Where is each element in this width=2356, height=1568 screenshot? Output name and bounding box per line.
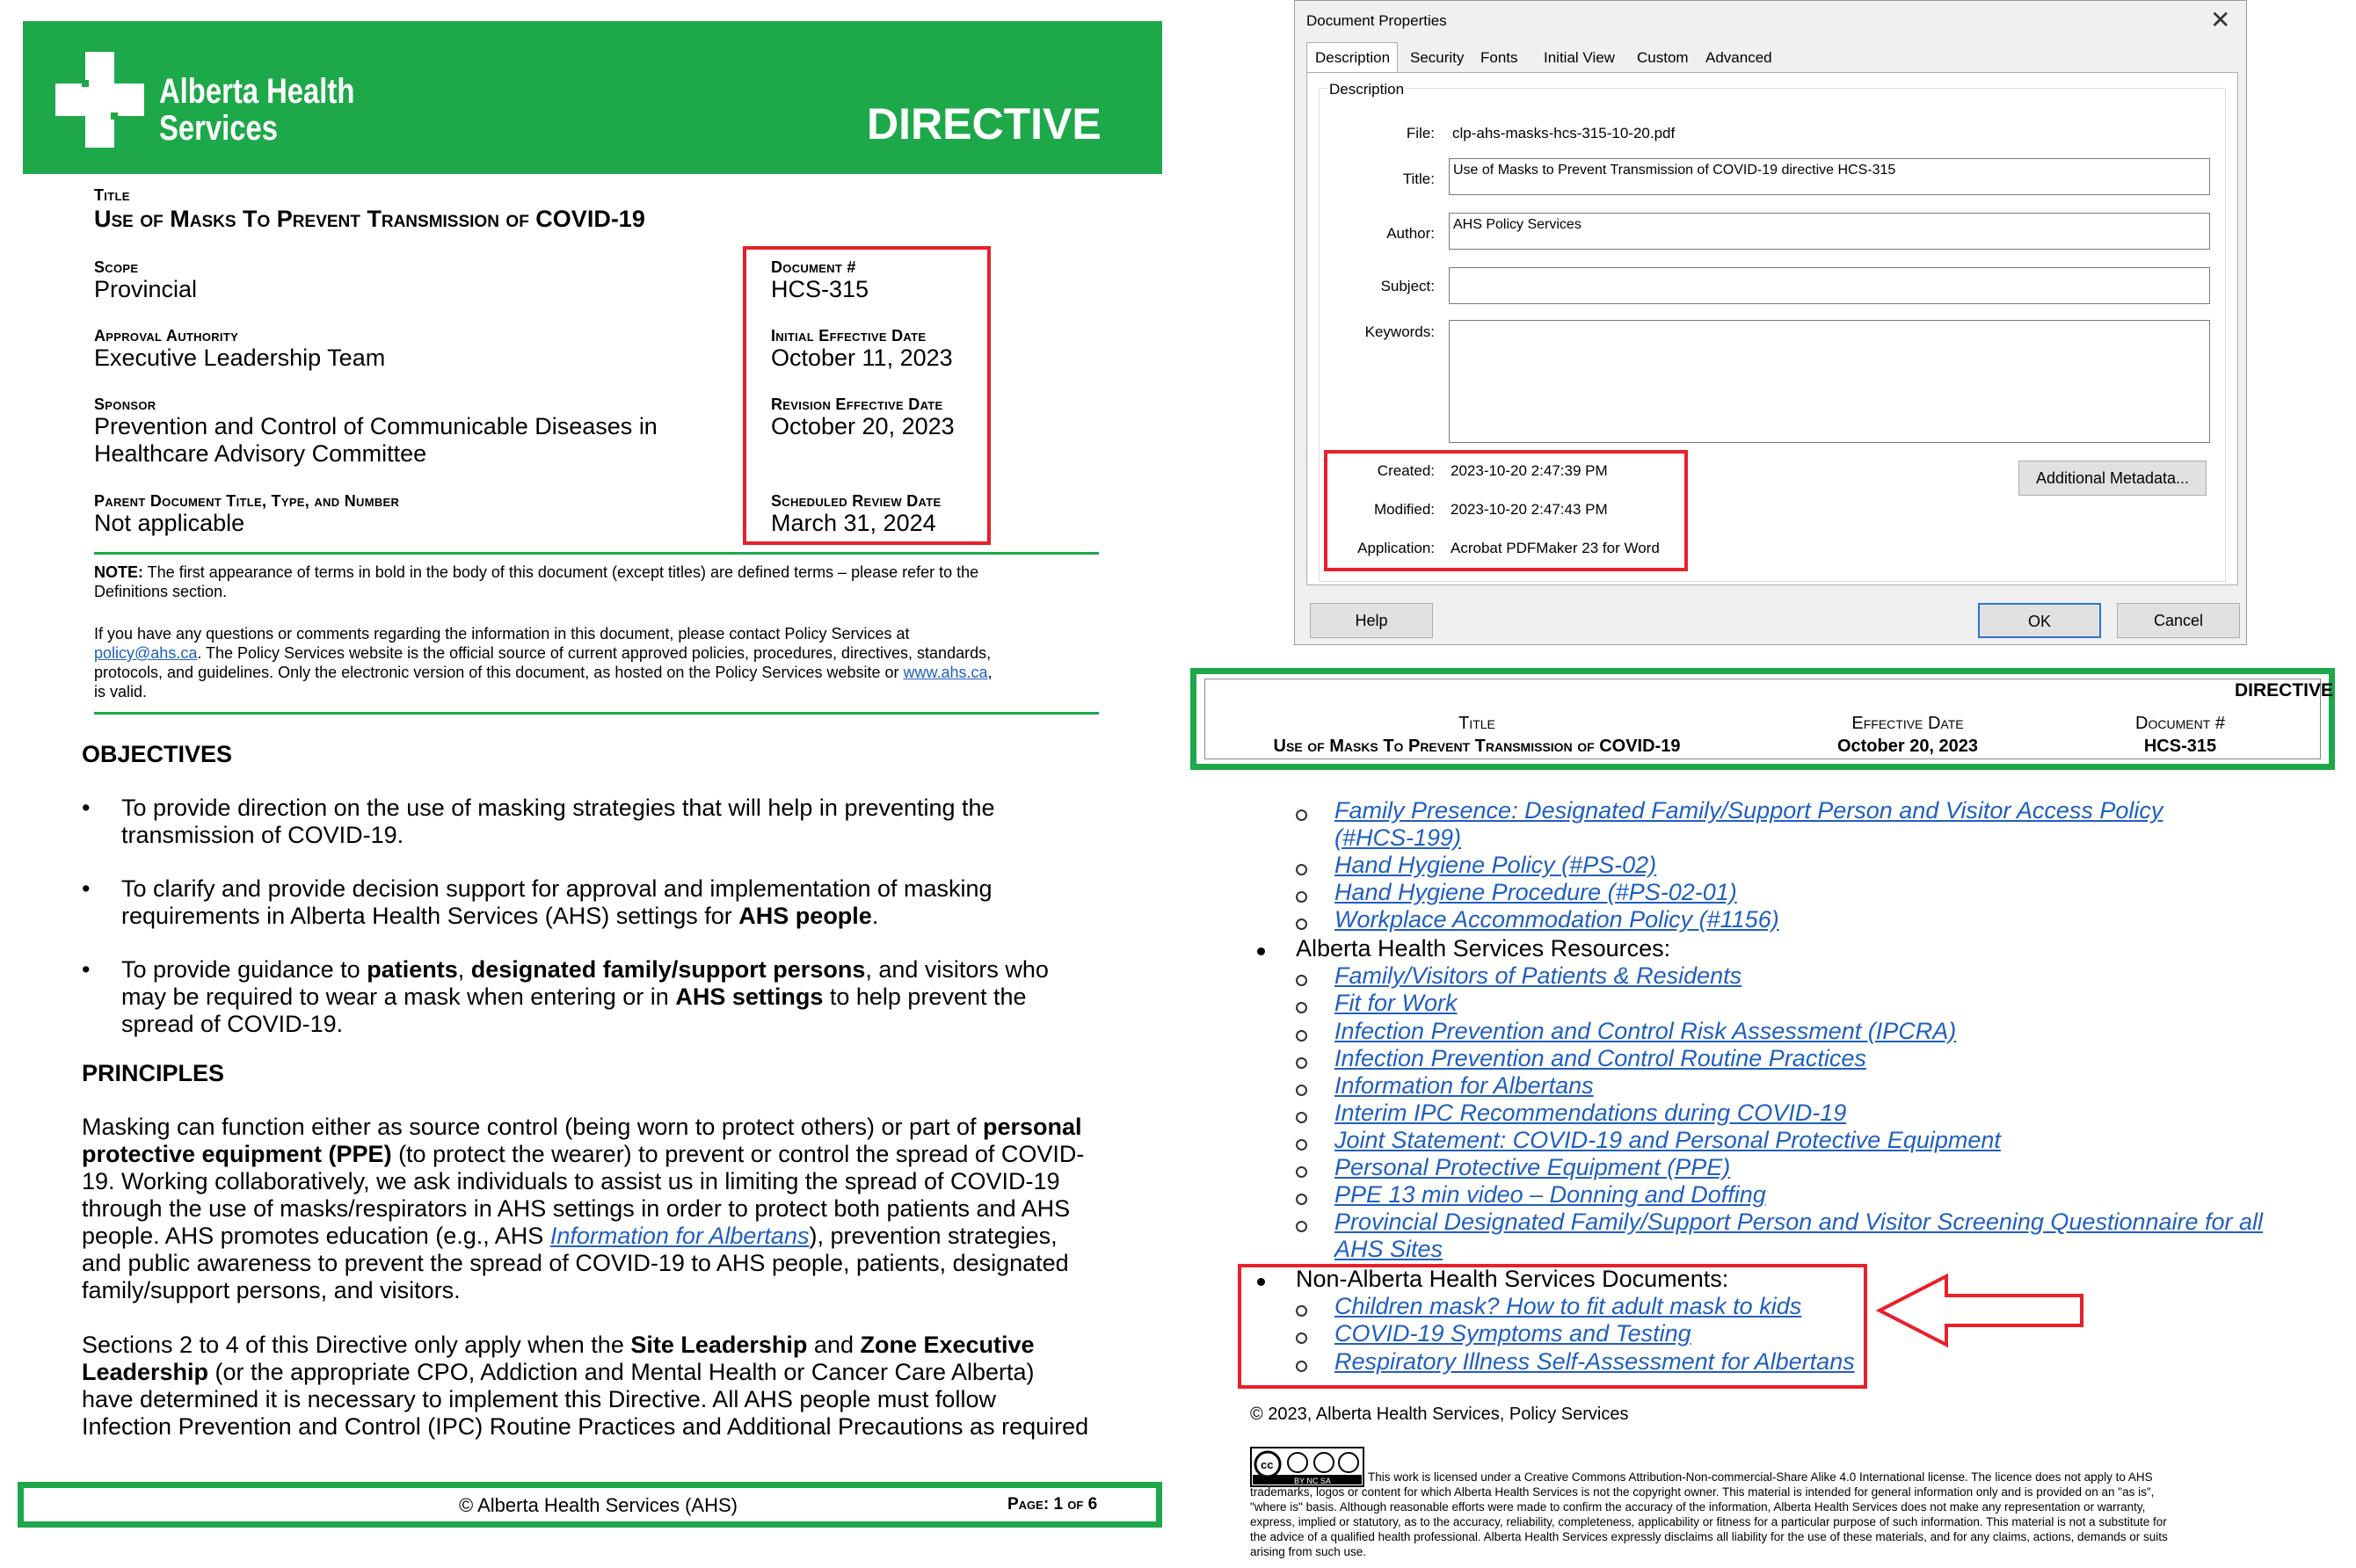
principles-line-3: 19. Working collaboratively, we ask individuals to assist us in limiting the spread of COVID-19 xyxy=(82,1168,1060,1194)
banner-title: DIRECTIVE xyxy=(867,99,1102,149)
objectives-heading: OBJECTIVES xyxy=(82,741,233,767)
sections-line-2: Leadership (or the appropriate CPO, Addiction and Mental Health or Cancer Care Alberta) xyxy=(82,1359,1035,1385)
objective-3-line-1: To provide guidance to patients, designated family/support persons, and visitors who xyxy=(121,956,1049,983)
covid-symptoms-link[interactable]: COVID-19 Symptoms and Testing xyxy=(1334,1320,1691,1347)
help-button[interactable]: Help xyxy=(1310,603,1433,638)
contact-line-2: policy@ahs.ca. The Policy Services website is the official source of current approved policies, procedures, directives, standards, xyxy=(94,644,992,662)
list-item xyxy=(1334,1100,1846,1127)
header-doc-label: Document # xyxy=(2135,714,2225,733)
note-line-1: NOTE: The first appearance of terms in bold in the body of this document (except titles) are defined terms – please refer to the xyxy=(94,563,979,581)
tab-custom[interactable]: Custom xyxy=(1637,49,1689,66)
svg-text:cc: cc xyxy=(1261,1458,1274,1471)
bullet-icon: • xyxy=(82,956,91,983)
list-item xyxy=(1334,906,1779,933)
review-date-value: March 31, 2024 xyxy=(771,510,936,536)
ring-bullet-icon xyxy=(1296,918,1307,930)
bullet-icon: • xyxy=(82,875,91,902)
review-date-label: Scheduled Review Date xyxy=(771,492,942,510)
tab-description[interactable]: Description xyxy=(1315,49,1391,66)
resource-link[interactable]: Joint Statement: COVID-19 and Personal Protective Equipment xyxy=(1334,1127,2001,1153)
title-field-label: Title: xyxy=(1402,171,1435,187)
resource-link[interactable]: AHS Sites xyxy=(1334,1236,1443,1262)
list-item xyxy=(1334,1127,2001,1154)
modified-label: Modified: xyxy=(1374,501,1435,518)
legal-line-3: "where is" basis. Although reasonable efforts were made to confirm the accuracy of the information, Alberta Health Services does not make any representation or warranty, xyxy=(1250,1500,2146,1514)
ahs-logo-icon xyxy=(55,52,144,148)
hand-hygiene-procedure-link[interactable]: Hand Hygiene Procedure (#PS-02-01) xyxy=(1334,879,1737,905)
close-icon[interactable]: ✕ xyxy=(2210,6,2231,33)
list-item xyxy=(1334,1348,1855,1376)
hcs-199-link[interactable]: (#HCS-199) xyxy=(1334,824,1462,851)
divider xyxy=(94,552,1099,555)
resource-link[interactable]: Fit for Work xyxy=(1334,990,1458,1016)
footer-copyright: © Alberta Health Services (AHS) xyxy=(459,1494,738,1516)
principles-line-7: family/support persons, and visitors. xyxy=(82,1277,461,1303)
docnum-value: HCS-315 xyxy=(771,276,869,302)
workplace-accommodation-link[interactable]: Workplace Accommodation Policy (#1156) xyxy=(1334,906,1779,933)
resource-link[interactable]: Infection Prevention and Control Risk Assessment (IPCRA) xyxy=(1334,1018,1957,1044)
hand-hygiene-policy-link[interactable]: Hand Hygiene Policy (#PS-02) xyxy=(1334,852,1657,878)
tab-initial-view[interactable]: Initial View xyxy=(1544,49,1615,66)
header-doc-value: HCS-315 xyxy=(2143,737,2217,756)
ring-bullet-icon xyxy=(1296,864,1307,875)
scope-label: Scope xyxy=(94,258,139,276)
principles-line-5: people. AHS promotes education (e.g., AHS Information for Albertans), prevention strategies, xyxy=(82,1223,1058,1249)
bullet-icon xyxy=(1257,1278,1265,1286)
sponsor-value-1: Prevention and Control of Communicable Diseases in xyxy=(94,413,658,439)
header-date-value: October 20, 2023 xyxy=(1836,737,1979,756)
non-ahs-heading: Non-Alberta Health Services Documents: xyxy=(1296,1266,1729,1292)
subject-field-label: Subject: xyxy=(1380,278,1435,294)
list-item xyxy=(1334,1209,2263,1236)
resource-link[interactable]: Personal Protective Equipment (PPE) xyxy=(1334,1154,1731,1180)
objective-2-line-2: requirements in Alberta Health Services (AHS) settings for AHS people. xyxy=(121,903,879,929)
approval-label: Approval Authority xyxy=(94,327,239,345)
objective-3-line-3: spread of COVID-19. xyxy=(121,1011,344,1037)
arrow-left-icon xyxy=(1876,1271,2087,1350)
keywords-field-label: Keywords: xyxy=(1364,323,1435,340)
application-label: Application: xyxy=(1357,540,1435,556)
ring-bullet-icon xyxy=(1296,1332,1307,1344)
initial-date-label: Initial Effective Date xyxy=(771,327,927,345)
document-title: Use of Masks To Prevent Transmission of COVID-19 xyxy=(94,206,645,232)
docnum-label: Document # xyxy=(771,258,856,276)
application-value: Acrobat PDFMaker 23 for Word xyxy=(1451,540,1660,556)
author-field-label: Author: xyxy=(1386,225,1435,242)
ring-bullet-icon xyxy=(1296,1221,1307,1232)
tab-advanced[interactable]: Advanced xyxy=(1705,49,1772,66)
principles-line-6: and public awareness to prevent the spread of COVID-19 to AHS people, patients, designated xyxy=(82,1250,1069,1276)
ahs-resources-heading: Alberta Health Services Resources: xyxy=(1296,935,1671,962)
children-mask-link[interactable]: Children mask? How to fit adult mask to kids xyxy=(1334,1293,1802,1319)
resource-link[interactable]: PPE 13 min video – Donning and Doffing xyxy=(1334,1181,1766,1208)
sections-line-4: Infection Prevention and Control (IPC) Routine Practices and Additional Precautions as required xyxy=(82,1413,1089,1440)
parent-label: Parent Document Title, Type, and Number xyxy=(94,492,400,510)
legal-line-4: express, implied or statutory, as to the accuracy, reliability, completeness, applicability or fitness for a particular purpose of such information. This material is not a substitute for xyxy=(1250,1515,2167,1528)
objective-1-line-2: transmission of COVID-19. xyxy=(121,822,404,848)
policy-email-link[interactable]: policy@ahs.ca xyxy=(94,644,198,662)
ring-bullet-icon xyxy=(1296,975,1307,986)
legal-line-5: the advice of a qualified health professional. Alberta Health Services expressly disclaims all liability for the use of these materials, and for any claims, actions, demands or suits xyxy=(1250,1530,2168,1543)
initial-date-value: October 11, 2023 xyxy=(771,345,953,371)
ring-bullet-icon xyxy=(1296,1305,1307,1317)
list-item xyxy=(1334,1320,1691,1347)
ring-bullet-icon xyxy=(1296,1057,1307,1069)
ring-bullet-icon xyxy=(1296,1139,1307,1151)
subject-field[interactable] xyxy=(1449,267,2210,304)
list-item xyxy=(1334,797,2163,824)
parent-value: Not applicable xyxy=(94,510,245,536)
objective-2-line-1: To clarify and provide decision support for approval and implementation of masking xyxy=(121,875,993,902)
resource-link[interactable]: Infection Prevention and Control Routine Practices xyxy=(1334,1045,1866,1071)
ring-bullet-icon xyxy=(1296,1002,1307,1013)
respiratory-self-assessment-link[interactable]: Respiratory Illness Self-Assessment for Albertans xyxy=(1334,1348,1855,1375)
ring-bullet-icon xyxy=(1296,1166,1307,1178)
sponsor-value-2: Healthcare Advisory Committee xyxy=(94,440,427,467)
sections-line-1: Sections 2 to 4 of this Directive only apply when the Site Leadership and Zone Executive xyxy=(82,1332,1035,1358)
footer-page-number: Page: 1 of 6 xyxy=(1007,1495,1098,1514)
list-item xyxy=(1334,1236,1443,1263)
tab-security[interactable]: Security xyxy=(1410,49,1465,66)
legal-line-1: This work is licensed under a Creative Commons Attribution-Non-commercial-Share Alike 4.0 International license. The licence does not apply to AHS xyxy=(1368,1470,2153,1484)
ring-bullet-icon xyxy=(1296,1030,1307,1042)
author-field[interactable]: AHS Policy Services xyxy=(1449,213,2210,250)
ring-bullet-icon xyxy=(1296,809,1307,821)
created-value: 2023-10-20 2:47:39 PM xyxy=(1451,462,1608,479)
resource-link[interactable]: Provincial Designated Family/Support Person and Visitor Screening Questionnaire for all xyxy=(1334,1209,2264,1235)
resource-link[interactable]: Family/Visitors of Patients & Residents xyxy=(1334,962,1742,989)
principles-line-1: Masking can function either as source control (being worn to protect others) or part of personal xyxy=(82,1114,1082,1140)
modified-value: 2023-10-20 2:47:43 PM xyxy=(1451,501,1608,518)
list-item xyxy=(1334,824,1461,852)
principles-line-2: protective equipment (PPE) (to protect the wearer) to prevent or control the spread of COVID- xyxy=(82,1141,1085,1167)
list-item xyxy=(1334,1293,1801,1320)
header-title-label: Title xyxy=(1458,714,1495,733)
additional-metadata-button[interactable]: Additional Metadata... xyxy=(2018,461,2207,496)
resource-link[interactable]: Interim IPC Recommendations during COVID-19 xyxy=(1334,1100,1847,1126)
scope-value: Provincial xyxy=(94,276,198,302)
header-date-label: Effective Date xyxy=(1851,714,1964,733)
header-title-value: Use of Masks To Prevent Transmission of COVID-19 xyxy=(1273,737,1681,756)
keywords-field[interactable] xyxy=(1449,320,2210,443)
sponsor-label: Sponsor xyxy=(94,396,156,413)
ring-bullet-icon xyxy=(1296,1085,1307,1096)
contact-line-3: protocols, and guidelines. Only the electronic version of this document, as hosted on the Policy Services website or www.ahs.ca, xyxy=(94,664,993,681)
created-label: Created: xyxy=(1377,462,1435,479)
contact-line-4: is valid. xyxy=(94,683,148,701)
ring-bullet-icon xyxy=(1296,1361,1307,1372)
legal-line-6: arising from such use. xyxy=(1250,1545,1367,1558)
dialog-title: Document Properties xyxy=(1306,12,1447,29)
ahs-website-link[interactable]: www.ahs.ca xyxy=(903,664,988,681)
list-item xyxy=(1334,962,1742,990)
objective-1-line-1: To provide direction on the use of masking strategies that will help in preventing the xyxy=(121,795,995,821)
brand-line-2: Services xyxy=(159,109,278,148)
revision-date-value: October 20, 2023 xyxy=(771,413,955,439)
approval-value: Executive Leadership Team xyxy=(94,345,386,371)
contact-line-1: If you have any questions or comments regarding the information in this document, please contact Policy Services at xyxy=(94,625,910,642)
list-item xyxy=(1334,1154,1730,1181)
title-field[interactable]: Use of Masks to Prevent Transmission of COVID-19 directive HCS-315 xyxy=(1449,158,2210,195)
sections-line-3: have determined it is necessary to implement this Directive. All AHS people must follow xyxy=(82,1386,996,1412)
principles-line-4: through the use of masks/respirators in AHS settings in order to protect both patients and AHS xyxy=(82,1195,1071,1222)
ring-bullet-icon xyxy=(1296,1194,1307,1205)
copyright-line: © 2023, Alberta Health Services, Policy Services xyxy=(1250,1405,1629,1424)
title-label: Title xyxy=(94,186,130,204)
ring-bullet-icon xyxy=(1296,891,1307,903)
svg-text:BY NC SA: BY NC SA xyxy=(1294,1477,1331,1485)
bullet-icon xyxy=(1257,947,1265,955)
divider xyxy=(94,712,1099,715)
file-label: File: xyxy=(1406,125,1435,142)
list-item xyxy=(1334,990,1458,1017)
list-item xyxy=(1334,1045,1866,1072)
creative-commons-icon xyxy=(1250,1447,1364,1487)
description-group-label: Description xyxy=(1329,81,1405,98)
list-item xyxy=(1334,1181,1766,1209)
family-presence-link[interactable]: Family Presence: Designated Family/Support Person and Visitor Access Policy xyxy=(1334,797,2163,824)
legal-line-2: trademarks, logos or content for which Alberta Health Services is not the copyright owner. This material is intended for general information only and is provided on an "as is", xyxy=(1250,1485,2155,1499)
file-value: clp-ahs-masks-hcs-315-10-20.pdf xyxy=(1452,125,1676,142)
brand-line-1: Alberta Health xyxy=(159,72,355,111)
objective-3-line-2: may be required to wear a mask when entering or in AHS settings to help prevent the xyxy=(121,984,1027,1010)
bullet-icon: • xyxy=(82,795,91,821)
ok-button[interactable]: OK xyxy=(1978,603,2101,638)
ring-bullet-icon xyxy=(1296,1112,1307,1123)
resource-link[interactable]: Information for Albertans xyxy=(1334,1072,1594,1099)
information-for-albertans-link[interactable]: Information for Albertans xyxy=(549,1223,810,1249)
list-item xyxy=(1334,1072,1594,1100)
principles-heading: PRINCIPLES xyxy=(82,1060,225,1086)
tab-fonts[interactable]: Fonts xyxy=(1480,49,1518,66)
list-item xyxy=(1334,879,1737,906)
cancel-button[interactable]: Cancel xyxy=(2117,603,2240,638)
note-line-2: Definitions section. xyxy=(94,583,228,600)
revision-date-label: Revision Effective Date xyxy=(771,396,943,413)
list-item xyxy=(1334,1018,1956,1045)
list-item xyxy=(1334,852,1656,879)
header-directive: DIRECTIVE xyxy=(2235,680,2334,701)
